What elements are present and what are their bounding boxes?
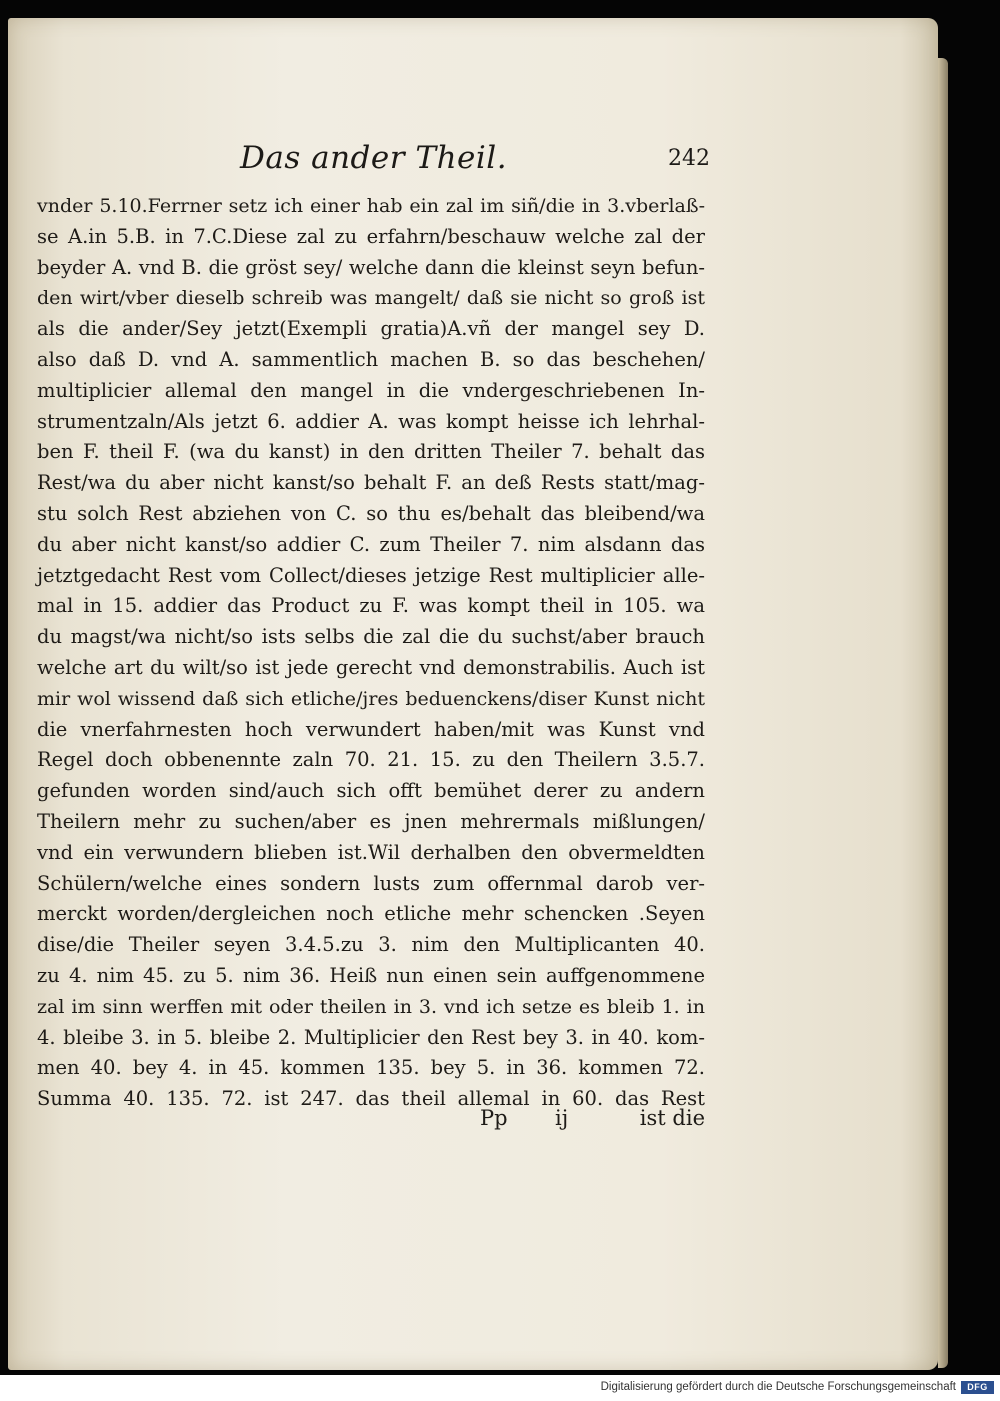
text-block	[37, 191, 705, 1115]
text-line: Schülern/welche eines sondern lusts zum offernmal darob ver-	[37, 871, 705, 895]
text-line: strumentzaln/Als jetzt 6. addier A. was kompt heisse ich lehrhal-	[37, 409, 705, 433]
text-line: Rest/wa du aber nicht kanst/so behalt F. an deß Rests statt/mag-	[37, 471, 705, 495]
text-line: zu 4. nim 45. zu 5. nim 36. Heiß nun einen sein auffgenommene	[37, 963, 705, 987]
text-line: mal in 15. addier das Product zu F. was kompt theil in 105. wa	[37, 594, 705, 618]
dfg-logo: DFG	[961, 1381, 994, 1394]
text-line: gefunden worden sind/auch sich offt bemühet derer zu andern	[37, 779, 705, 803]
text-line: 4. bleibe 3. in 5. bleibe 2. Multiplicier den Rest bey 3. in 40. kom-	[37, 1025, 705, 1049]
text-line: jetztgedacht Rest vom Collect/dieses jetzige Rest multiplicier alle-	[37, 563, 705, 587]
catchword: ist die	[639, 1106, 705, 1130]
page-header	[240, 140, 710, 184]
text-line: vnd ein verwundern blieben ist.Wil derhalben den obvermeldten	[37, 840, 705, 864]
page-number: 242	[668, 146, 710, 171]
text-line: Theilern mehr zu suchen/aber es jnen mehrermals mißlungen/	[37, 809, 705, 833]
text-line: den wirt/vber dieselb schreib was mangelt/ daß sie nicht so groß ist	[37, 287, 705, 310]
text-line: welche art du wilt/so ist jede gerecht vnd demonstrabilis. Auch ist	[37, 655, 705, 679]
text-line: du aber nicht kanst/so addier C. zum Theiler 7. nim alsdann das	[37, 532, 705, 556]
text-line: dise/die Theiler seyen 3.4.5.zu 3. nim den Multiplicanten 40.	[37, 933, 705, 957]
catchline	[480, 1106, 705, 1136]
signature-mark: Pp	[480, 1106, 508, 1130]
text-line: mir wol wissend daß sich etliche/jres beduenckens/diser Kunst nicht	[37, 687, 705, 710]
text-line: die vnerfahrnesten hoch verwundert haben/mit was Kunst vnd	[37, 717, 705, 741]
text-line: vnder 5.10.Ferrner setz ich einer hab ein zal im siñ/die in 3.vberlaß-	[37, 195, 705, 217]
text-line: als die ander/Sey jetzt(Exempli gratia)A.vñ der mangel sey D.	[37, 317, 705, 341]
text-line: stu solch Rest abziehen von C. so thu es/behalt das bleibend/wa	[37, 501, 705, 525]
text-line: Summa 40. 135. 72. ist 247. das theil allemal in 60. das Rest	[37, 1087, 705, 1111]
text-line: se A.in 5.B. in 7.C.Diese zal zu erfahrn/beschauw welche zal der	[37, 224, 705, 248]
text-line: men 40. bey 4. in 45. kommen 135. bey 5. in 36. kommen 72.	[37, 1056, 705, 1080]
text-line: beyder A. vnd B. die gröst sey/ welche dann die kleinst seyn befun-	[37, 255, 705, 279]
text-line: zal im sinn werffen mit oder theilen in 3. vnd ich setze es bleib 1. in	[37, 995, 705, 1018]
text-line: Regel doch obbenennte zaln 70. 21. 15. zu den Theilern 3.5.7.	[37, 748, 705, 772]
text-line: du magst/wa nicht/so ists selbs die zal die du suchst/aber brauch	[37, 625, 705, 649]
text-line: also daß D. vnd A. sammentlich machen B. so das beschehen/	[37, 347, 705, 371]
funding-credit: Digitalisierung gefördert durch die Deutsche Forschungsgemeinschaft	[600, 1381, 956, 1393]
text-line: merckt worden/dergleichen noch etliche mehr schencken .Seyen	[37, 902, 705, 926]
page-edge	[938, 58, 948, 1368]
text-line: multiplicier allemal den mangel in die vndergeschriebenen In-	[37, 378, 705, 402]
running-head: Das ander Theil.	[240, 140, 508, 176]
signature-number: ij	[555, 1106, 569, 1130]
footer-bar	[0, 1375, 1000, 1401]
text-line: ben F. theil F. (wa du kanst) in den dritten Theiler 7. behalt das	[37, 440, 705, 464]
